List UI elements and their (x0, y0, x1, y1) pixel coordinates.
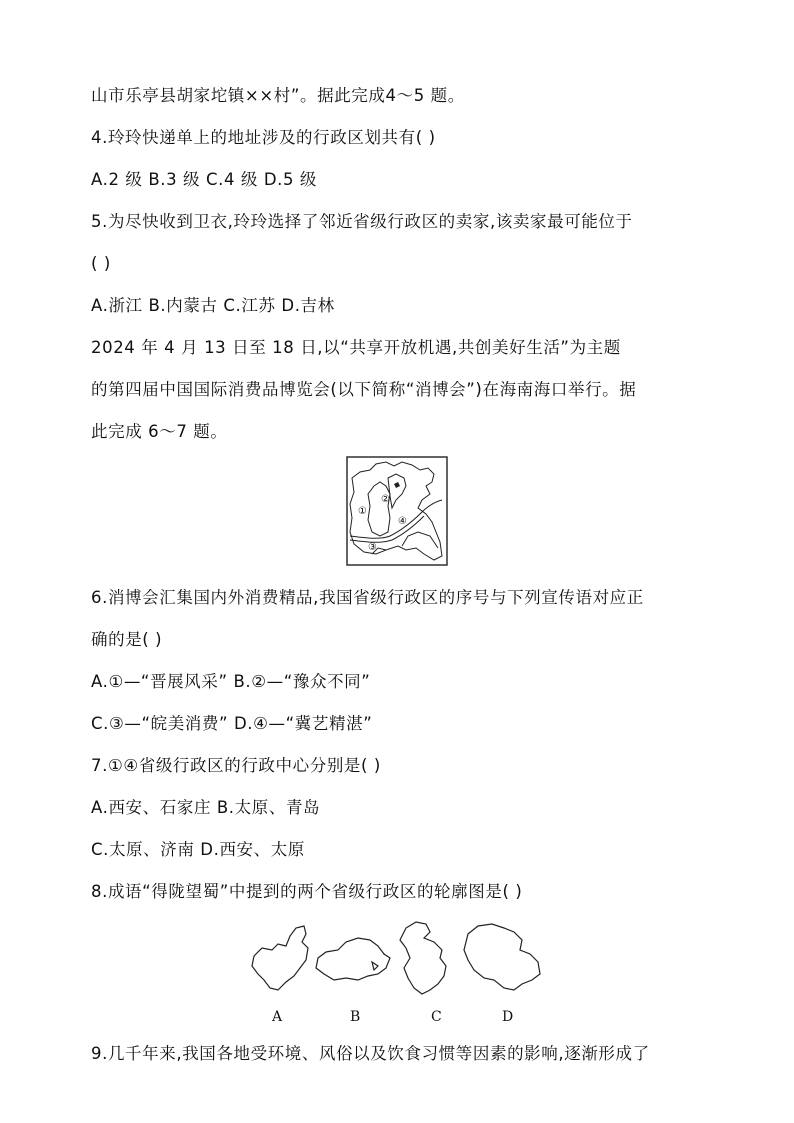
question-6-options-ab: A.①—“晋展风采” B.②—“豫众不同” (91, 672, 371, 691)
passage-line-3: 此完成 6～7 题。 (91, 422, 228, 441)
question-6-cont: 确的是( ) (91, 630, 163, 649)
question-4: 4.玲玲快递单上的地址涉及的行政区划共有( ) (91, 128, 436, 147)
question-6: 6.消博会汇集国内外消费精品,我国省级行政区的序号与下列宣传语对应正 (91, 588, 644, 607)
question-9: 9.几千年来,我国各地受环境、风俗以及饮食习惯等因素的影响,逐渐形成了 (91, 1044, 650, 1063)
outline-a (252, 926, 308, 990)
outline-b (316, 938, 390, 980)
question-7-options-ab: A.西安、石家庄 B.太原、青岛 (91, 798, 321, 817)
option-label-a: A (272, 1009, 283, 1025)
passage-line-2: 的第四届中国国际消费品博览会(以下简称“消博会”)在海南海口举行。据 (91, 380, 637, 399)
question-7: 7.①④省级行政区的行政中心分别是( ) (91, 756, 381, 775)
question-5-bracket: ( ) (91, 254, 111, 273)
option-label-b: B (350, 1009, 361, 1025)
province-map (346, 456, 448, 566)
question-5-options: A.浙江 B.内蒙古 C.江苏 D.吉林 (91, 296, 335, 315)
outline-c (400, 922, 446, 994)
map-label-4: ④ (398, 516, 407, 527)
map-label-1: ① (358, 506, 367, 517)
question-6-options-cd: C.③—“皖美消费” D.④—“冀艺精湛” (91, 714, 373, 733)
outline-d (464, 924, 540, 990)
option-label-c: C (431, 1009, 442, 1025)
question-8: 8.成语“得陇望蜀”中提到的两个省级行政区的轮廓图是( ) (91, 882, 523, 901)
question-4-options: A.2 级 B.3 级 C.4 级 D.5 级 (91, 170, 318, 189)
line-1: 山市乐亭县胡家坨镇××村”。据此完成4～5 题。 (91, 86, 465, 105)
question-7-options-cd: C.太原、济南 D.西安、太原 (91, 840, 305, 859)
option-label-d: D (502, 1009, 514, 1025)
map-label-2: ② (381, 494, 390, 505)
passage-line-1: 2024 年 4 月 13 日至 18 日,以“共享开放机遇,共创美好生活”为主题 (91, 338, 621, 357)
map-label-3: ③ (368, 542, 377, 553)
question-5: 5.为尽快收到卫衣,玲玲选择了邻近省级行政区的卖家,该卖家最可能位于 (91, 212, 633, 231)
province-outlines (246, 918, 548, 1002)
